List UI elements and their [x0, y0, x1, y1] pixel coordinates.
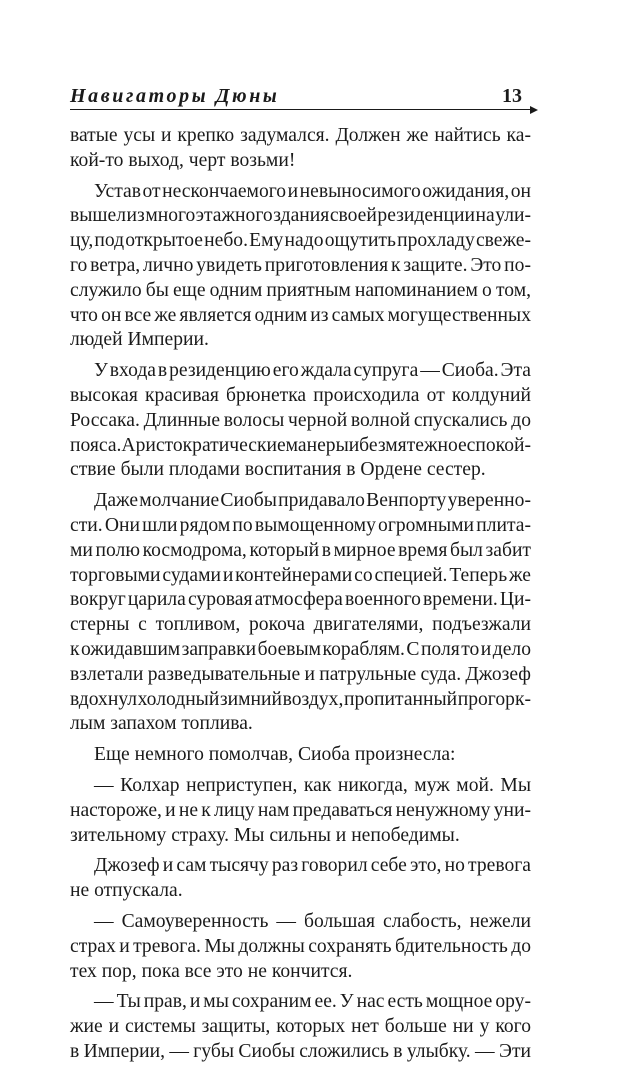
text-line: Даже молчание Сиобы придавало Венпорту уверенно-	[94, 490, 531, 512]
text-line: сти. Они шли рядом по вымощенному огромными плита-	[70, 514, 531, 536]
text-line: взлетали разведывательные и патрульные суда. Джозеф	[70, 663, 531, 685]
text-line: Еще немного помолчав, Сиоба произнесла:	[94, 744, 456, 766]
body-text	[70, 124, 531, 1065]
text-line: к ожидавшим заправки боевым кораблям. С поля то и дело	[70, 638, 531, 660]
text-line: тех пор, пока все это не кончится.	[70, 960, 353, 982]
paragraph	[70, 854, 531, 904]
text-line: пояса. Аристократические манеры и безмятежное спокой-	[70, 434, 531, 456]
text-line: го ветра, лично увидеть приготовления к защите. Это по-	[70, 254, 531, 276]
paragraph	[70, 990, 531, 1064]
text-line: — Самоуверенность — большая слабость, нежели	[94, 910, 531, 932]
text-line: — Колхар неприступен, как никогда, муж мой. Мы	[94, 774, 531, 796]
paragraph	[70, 743, 531, 768]
header-rule	[70, 109, 532, 110]
text-line: Джозеф и сам тысячу раз говорил себе это, но тревога	[94, 855, 531, 877]
text-line: торговыми судами и контейнерами со специей. Теперь же	[70, 564, 531, 586]
text-line: служило бы еще одним приятным напоминанием о том,	[70, 279, 531, 301]
paragraph	[70, 910, 531, 984]
text-line: людей Империи.	[70, 329, 209, 351]
paragraph	[70, 489, 531, 737]
text-line: в Империи, — губы Сиобы сложились в улыбку. — Эти	[70, 1040, 531, 1062]
text-line: страх и тревога. Мы должны сохранять бдительность до	[70, 935, 531, 957]
text-line: ми полю космодрома, который в мирное время был забит	[70, 539, 531, 561]
text-line: Устав от нескончаемого и невыносимого ожидания, он	[94, 180, 531, 202]
text-line: стерны с топливом, рокоча двигателями, подъезжали	[70, 614, 531, 636]
text-line: кой-то выход, черт возьми!	[70, 149, 296, 171]
text-line: вышел из многоэтажного здания своей резиденции на ули-	[70, 205, 531, 227]
paragraph	[70, 359, 531, 483]
text-line: что он все же является одним из самых могущественных	[70, 304, 531, 326]
paragraph	[70, 774, 531, 848]
text-line: ватые усы и крепко задумался. Должен же найтись ка-	[70, 125, 531, 146]
header-rule-arrow-tip	[530, 106, 538, 114]
paragraph	[70, 180, 531, 354]
text-line: не отпускала.	[70, 880, 183, 902]
page-number: 13	[502, 85, 522, 107]
paragraph	[70, 124, 531, 174]
text-line: вокруг царила суровая атмосфера военного времени. Ци-	[70, 589, 531, 611]
text-line: высокая красивая брюнетка происходила от колдуний	[70, 384, 531, 406]
text-line: У входа в резиденцию его ждала супруга — Сиоба. Эта	[94, 360, 531, 382]
text-line: настороже, и не к лицу нам предаваться ненужному уни-	[70, 799, 531, 821]
text-line: ствие были плодами воспитания в Ордене сестер.	[70, 459, 486, 481]
text-line: лым запахом топлива.	[70, 713, 253, 735]
text-line: цу, под открытое небо. Ему надо ощутить прохладу свеже-	[70, 230, 531, 252]
text-line: зительному страху. Мы сильны и непобедимы.	[70, 824, 460, 846]
text-line: Россака. Длинные волосы черной волной спускались до	[70, 409, 531, 431]
text-line: — Ты прав, и мы сохраним ее. У нас есть мощное ору-	[94, 991, 531, 1013]
running-header	[70, 83, 532, 111]
text-line: жие и системы защиты, которых нет больше ни у кого	[70, 1016, 531, 1038]
text-line: вдохнул холодный зимний воздух, пропитанный прогорк-	[70, 688, 531, 710]
running-title: Навигаторы Дюны	[70, 85, 280, 107]
